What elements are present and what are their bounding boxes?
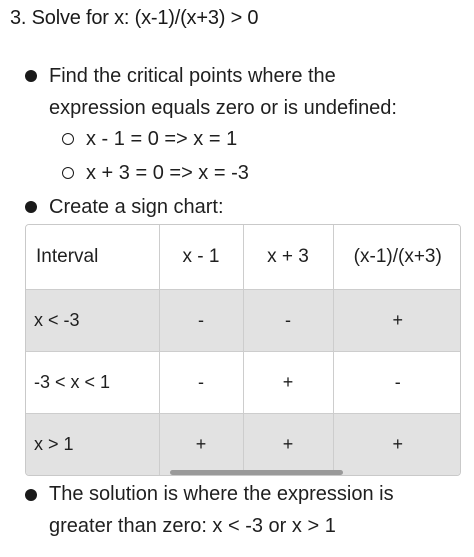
step-1-line-1: Find the critical points where the <box>49 65 336 87</box>
table-cell: + <box>243 413 333 475</box>
header-x-minus-1: x - 1 <box>159 225 243 289</box>
bullet-icon <box>25 489 37 501</box>
table-cell: - <box>159 289 243 351</box>
sign-chart-table[interactable] <box>25 224 461 476</box>
table-cell: + <box>333 413 461 475</box>
table-cell: + <box>159 413 243 475</box>
table-cell: + <box>333 289 461 351</box>
step-1-line-2: expression equals zero or is undefined: <box>49 97 397 119</box>
bullet-icon <box>25 70 37 82</box>
header-quotient: (x-1)/(x+3) <box>333 225 461 289</box>
header-x-plus-3: x + 3 <box>243 225 333 289</box>
table-cell: x > 1 <box>26 413 159 475</box>
step-3-line-1: The solution is where the expression is <box>49 483 394 505</box>
critical-point-1: x - 1 = 0 => x = 1 <box>86 128 238 150</box>
table-cell: - <box>243 289 333 351</box>
table-horizontal-scrollbar[interactable] <box>170 470 343 475</box>
bullet-icon <box>25 201 37 213</box>
sub-bullet-icon <box>62 133 74 145</box>
critical-point-2: x + 3 = 0 => x = -3 <box>86 162 249 184</box>
sub-bullet-icon <box>62 167 74 179</box>
table-row <box>26 351 461 413</box>
problem-heading: 3. Solve for x: (x-1)/(x+3) > 0 <box>10 7 259 29</box>
table-header-row <box>26 225 461 289</box>
table-row <box>26 289 461 351</box>
table-cell: x < -3 <box>26 289 159 351</box>
table-cell: - <box>333 351 461 413</box>
step-3-line-2: greater than zero: x < -3 or x > 1 <box>49 515 336 537</box>
table-cell: - <box>159 351 243 413</box>
table-cell: + <box>243 351 333 413</box>
step-2-line-1: Create a sign chart: <box>49 196 224 218</box>
table-cell: -3 < x < 1 <box>26 351 159 413</box>
header-interval: Interval <box>26 225 159 289</box>
table-row <box>26 413 461 475</box>
